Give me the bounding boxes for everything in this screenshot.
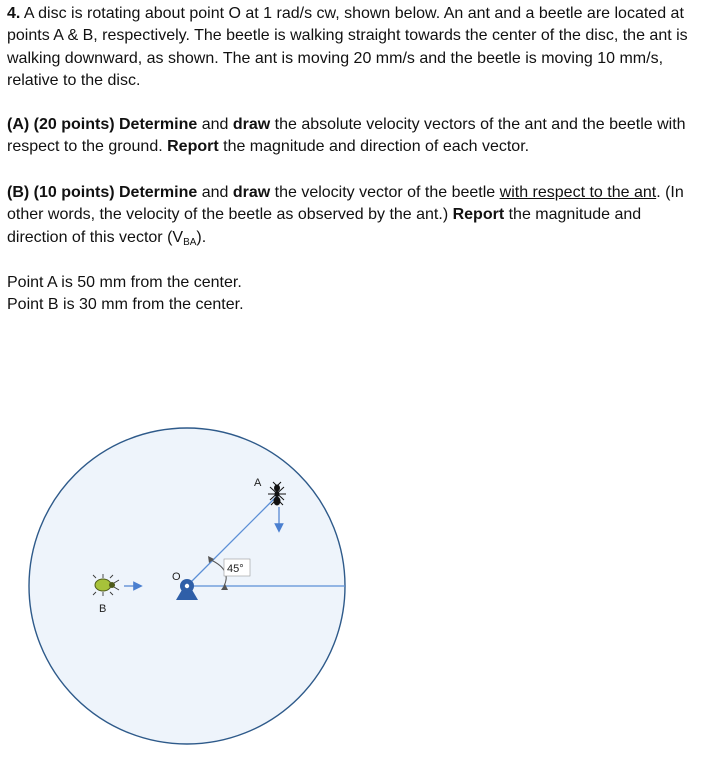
label-b: B: [99, 603, 107, 615]
fact-b-distance: Point B is 30 mm from the center.: [7, 296, 244, 314]
underlined-phrase: with respect to the ant: [499, 184, 657, 201]
part-a-label: (A) (20 points) Determine: [7, 116, 198, 133]
part-b: (B) (10 points) Determine and draw the velocity vector of the beetle with respect to the ant. (In other words, the velocity of the beetle as observed by the ant.) Report the magnitude and direction of this vector $(V_{BA})$.: [7, 184, 684, 248]
fact-a-distance: Point A is 50 mm from the center.: [7, 274, 242, 291]
problem-number: 4.: [7, 5, 21, 22]
label-o: O: [172, 571, 181, 583]
problem-intro: A disc is rotating about point O at 1 rad/s cw, shown below. An ant and a beetle are located at points A & B, respectively. The beetle is walking straight towards the center of the disc, the ant is walking downward, as shown. The ant is moving 20 mm/s and the beetle is moving 10 mm/s, relative to the disc.: [7, 5, 688, 90]
label-a: A: [254, 477, 262, 489]
vba-subscript: BA: [183, 236, 197, 248]
part-b-label: (B) (10 points) Determine: [7, 184, 198, 201]
part-a: (A) (20 points) Determine and draw the absolute velocity vectors of the ant and the beetle with respect to the ground. Report the magnitude and direction of each vector.: [7, 116, 686, 156]
angle-label: 45°: [227, 563, 244, 575]
